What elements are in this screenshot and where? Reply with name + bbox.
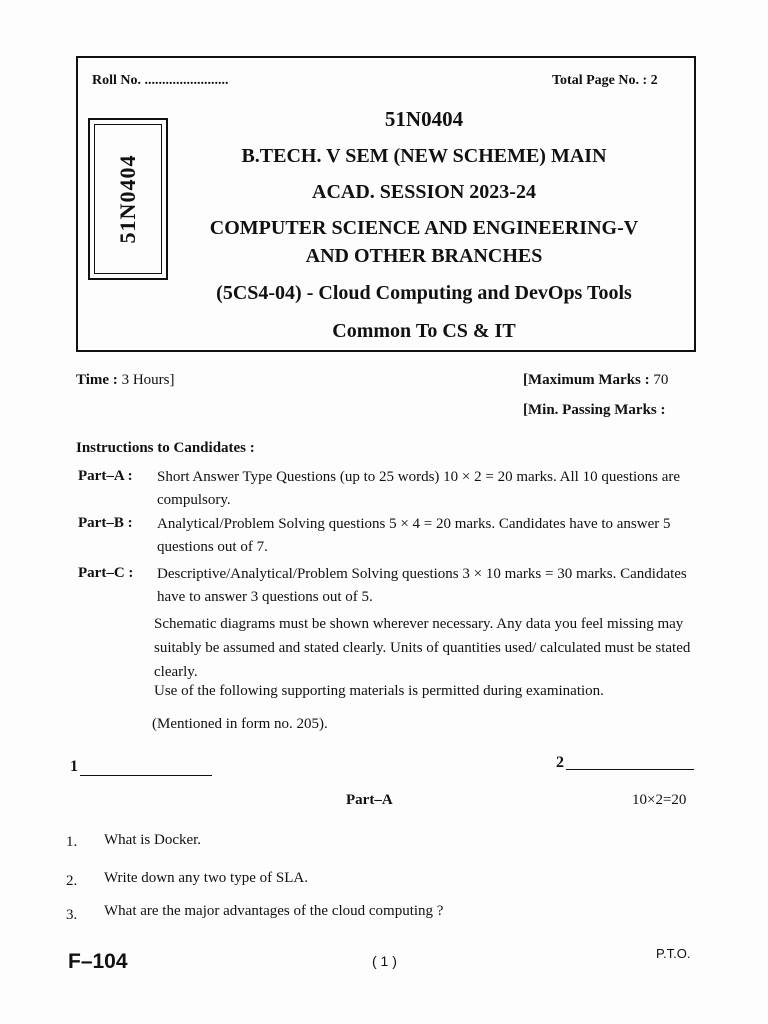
branch-line-2: AND OTHER BRANCHES — [305, 245, 543, 267]
footer-pto: P.T.O. — [656, 946, 691, 961]
paper-code: 51N0404 — [384, 107, 464, 131]
max-marks-label: [Maximum Marks : — [523, 372, 650, 388]
part-a-instruction: Short Answer Type Questions (up to 25 words) 10 × 2 = 20 marks. All 10 questions are compulsory. — [157, 469, 681, 508]
time-label: Time : — [76, 372, 118, 388]
material-blank-number-1: 1 — [70, 758, 78, 775]
header-box — [76, 56, 696, 352]
question-number: 3. — [66, 907, 78, 923]
material-blank-line-1 — [80, 775, 212, 776]
part-b-instruction: Analytical/Problem Solving questions 5 × 4 = 20 marks. Candidates have to answer 5 questions out of 7. — [157, 516, 671, 555]
branch-line-1: COMPUTER SCIENCE AND ENGINEERING-V — [209, 217, 639, 239]
material-blank-line-2 — [566, 769, 694, 770]
stamp-inner-border — [94, 124, 162, 274]
question-number: 2. — [66, 873, 78, 889]
stamp-code-text: 51N0404 — [115, 154, 140, 244]
minimum-passing-marks: [Min. Passing Marks : — [523, 402, 666, 418]
part-a-marks: 10×2=20 — [632, 792, 687, 808]
part-a-heading: Part–A — [346, 792, 393, 808]
academic-session: ACAD. SESSION 2023-24 — [312, 181, 536, 203]
footer-page-number: ( 1 ) — [372, 953, 397, 969]
question-text: Write down any two type of SLA. — [104, 870, 308, 886]
part-c-instruction: Descriptive/Analytical/Problem Solving questions 3 × 10 marks = 30 marks. Candidates have to answer 3 questions out of 5. — [157, 566, 687, 605]
question-text: What is Docker. — [104, 832, 202, 848]
paper-code-stamp — [88, 118, 168, 280]
part-a-label: Part–A : — [78, 468, 133, 484]
roll-number-field: Roll No. ........................ — [92, 73, 229, 88]
question-number: 1. — [66, 834, 78, 850]
question-text: What are the major advantages of the cloud computing ? — [104, 903, 444, 919]
time-value: 3 Hours] — [117, 372, 175, 388]
materials-instruction: Use of the following supporting materials is permitted during examination. — [154, 683, 604, 699]
total-page-count: Total Page No. : 2 — [552, 73, 658, 88]
max-marks-value: 70 — [649, 372, 669, 388]
exam-duration — [76, 372, 174, 389]
part-b-label: Part–B : — [78, 515, 133, 531]
common-to: Common To CS & IT — [332, 320, 516, 342]
form-reference: (Mentioned in form no. 205). — [152, 716, 328, 732]
material-blank-number-2: 2 — [556, 754, 564, 771]
maximum-marks — [523, 372, 668, 389]
instructions-title: Instructions to Candidates : — [76, 440, 255, 456]
program-title: B.TECH. V SEM (NEW SCHEME) MAIN — [241, 145, 607, 167]
schematic-instruction: Schematic diagrams must be shown wherever necessary. Any data you feel missing may suitably be assumed and stated clearly. Units of quantities used/ calculated must be stated clearly. — [154, 616, 691, 680]
part-c-label: Part–C : — [78, 565, 134, 581]
subject-title: (5CS4-04) - Cloud Computing and DevOps Tools — [216, 282, 632, 304]
footer-paper-code: F–104 — [68, 950, 128, 973]
